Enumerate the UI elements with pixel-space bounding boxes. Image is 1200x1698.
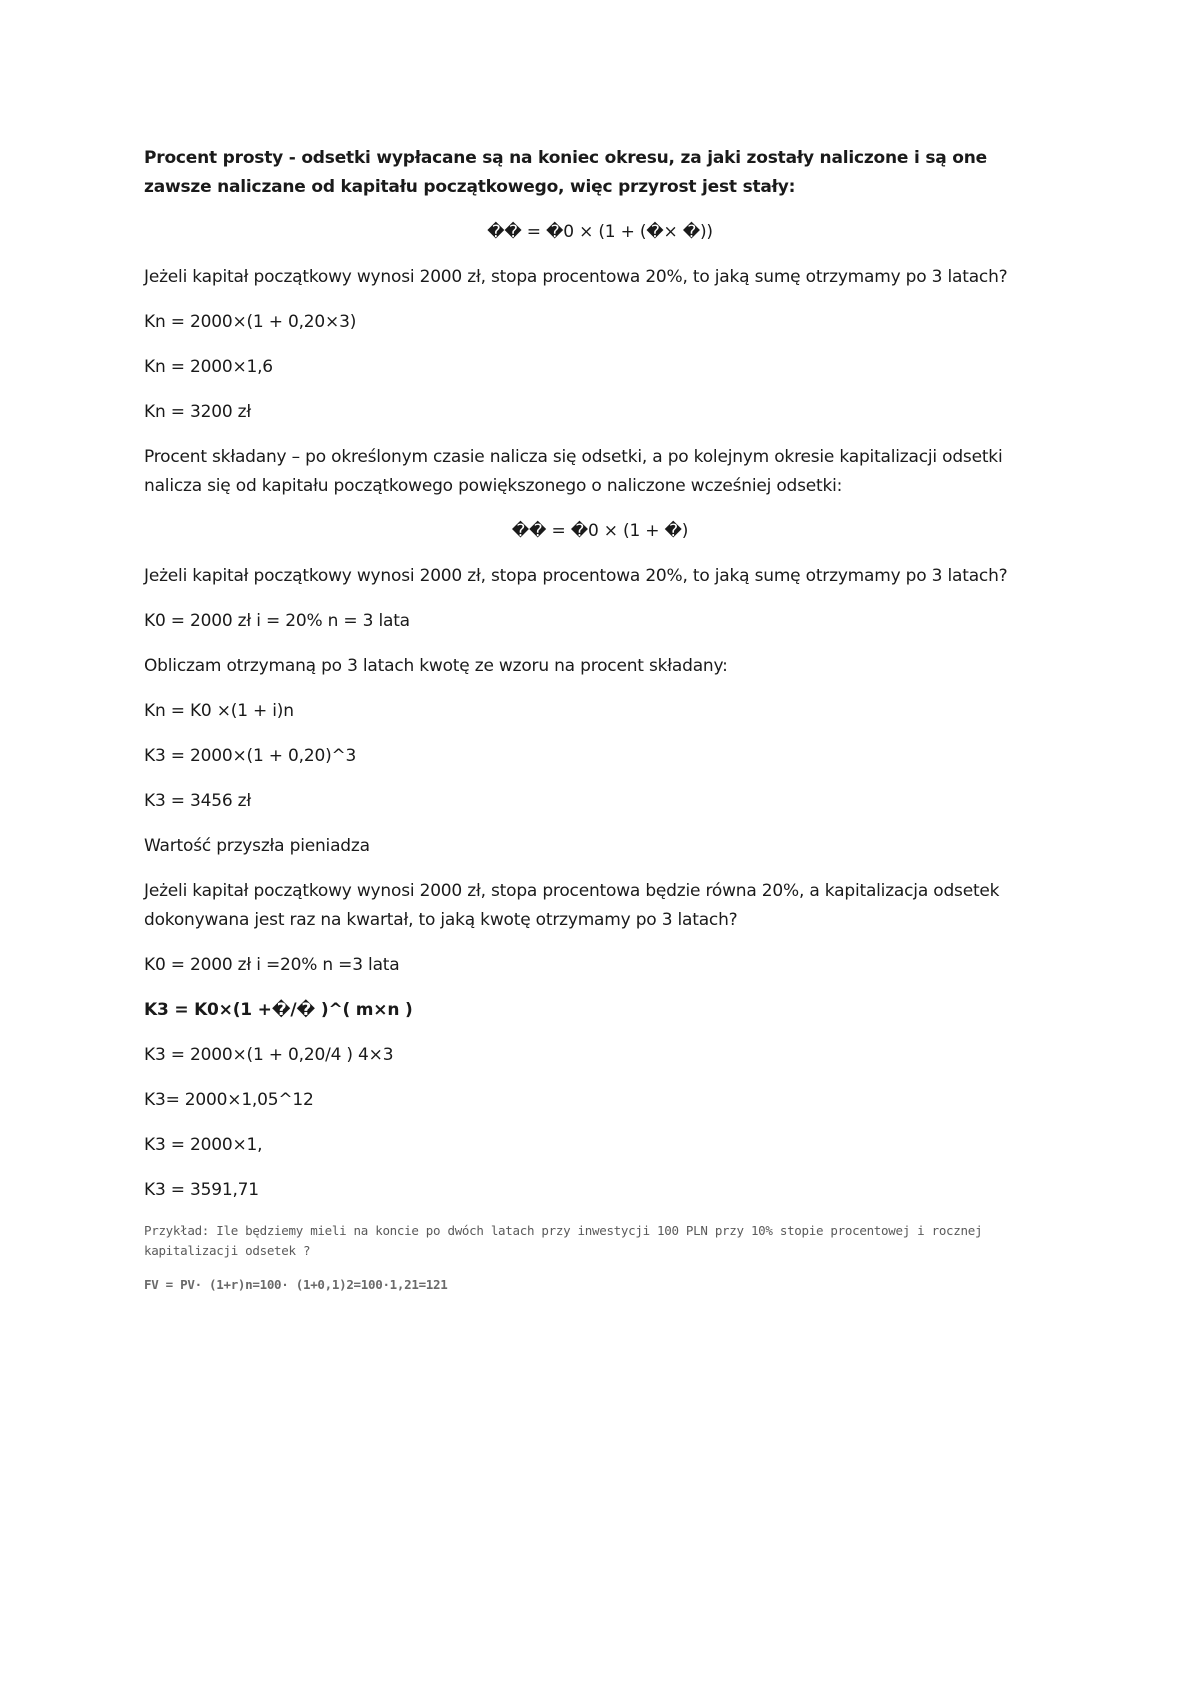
calc-line-1: Kn = 2000×(1 + 0,20×3) <box>144 312 357 332</box>
given-values-1: K0 = 2000 zł i = 20% n = 3 lata <box>144 611 410 631</box>
question-quarterly: Jeżeli kapitał początkowy wynosi 2000 zł, stopa procentowa będzie równa 20%, a kapitalizacja odsetek dokonywana jest raz na kwartał, to jaką kwotę otrzymamy po 3 latach? <box>144 881 1000 930</box>
calc-line-10: K3 = 3591,71 <box>144 1180 259 1200</box>
calc-line-4: Kn = K0 ×(1 + i)n <box>144 701 294 721</box>
question-compound-interest: Jeżeli kapitał początkowy wynosi 2000 zł, stopa procentowa 20%, to jaką sumę otrzymamy po 3 latach? <box>144 566 1008 586</box>
compound-interest-formula: �� = �0 × (1 + �) <box>511 521 689 541</box>
document-page <box>144 144 1056 1309</box>
compound-interest-definition: Procent składany – po określonym czasie nalicza się odsetki, a po kolejnym okresie kapitalizacji odsetki nalicza się od kapitału początkowego powiększonego o naliczone wcześniej odsetki: <box>144 447 1003 496</box>
simple-interest-definition: Procent prosty - odsetki wypłacane są na koniec okresu, za jaki zostały naliczone i są one zawsze naliczane od kapitału początkowego, więc przyrost jest stały: <box>144 148 987 197</box>
example-question: Przykład: Ile będziemy mieli na koncie po dwóch latach przy inwestycji 100 PLN przy 10% stopie procentowej i rocznej kapitalizacji odsetek ? <box>144 1223 983 1258</box>
calc-line-2: Kn = 2000×1,6 <box>144 357 273 377</box>
quarterly-formula: K3 = K0×(1 +�/� )^( m×n ) <box>144 1000 413 1020</box>
calc-line-6: K3 = 3456 zł <box>144 791 252 811</box>
future-value-heading: Wartość przyszła pieniadza <box>144 836 370 856</box>
example-formula: FV = PV· (1+r)n=100· (1+0,1)2=100·1,21=121 <box>144 1277 448 1292</box>
calc-line-7: K3 = 2000×(1 + 0,20/4 ) 4×3 <box>144 1045 394 1065</box>
calc-line-8: K3= 2000×1,05^12 <box>144 1090 314 1110</box>
calc-line-9: K3 = 2000×1, <box>144 1135 263 1155</box>
given-values-2: K0 = 2000 zł i =20% n =3 lata <box>144 955 400 975</box>
question-simple-interest: Jeżeli kapitał początkowy wynosi 2000 zł, stopa procentowa 20%, to jaką sumę otrzymamy po 3 latach? <box>144 267 1008 287</box>
simple-interest-formula: �� = �0 × (1 + (�× �)) <box>487 222 713 242</box>
calc-line-5: K3 = 2000×(1 + 0,20)^3 <box>144 746 357 766</box>
compound-calc-intro: Obliczam otrzymaną po 3 latach kwotę ze wzoru na procent składany: <box>144 656 728 676</box>
calc-line-3: Kn = 3200 zł <box>144 402 251 422</box>
